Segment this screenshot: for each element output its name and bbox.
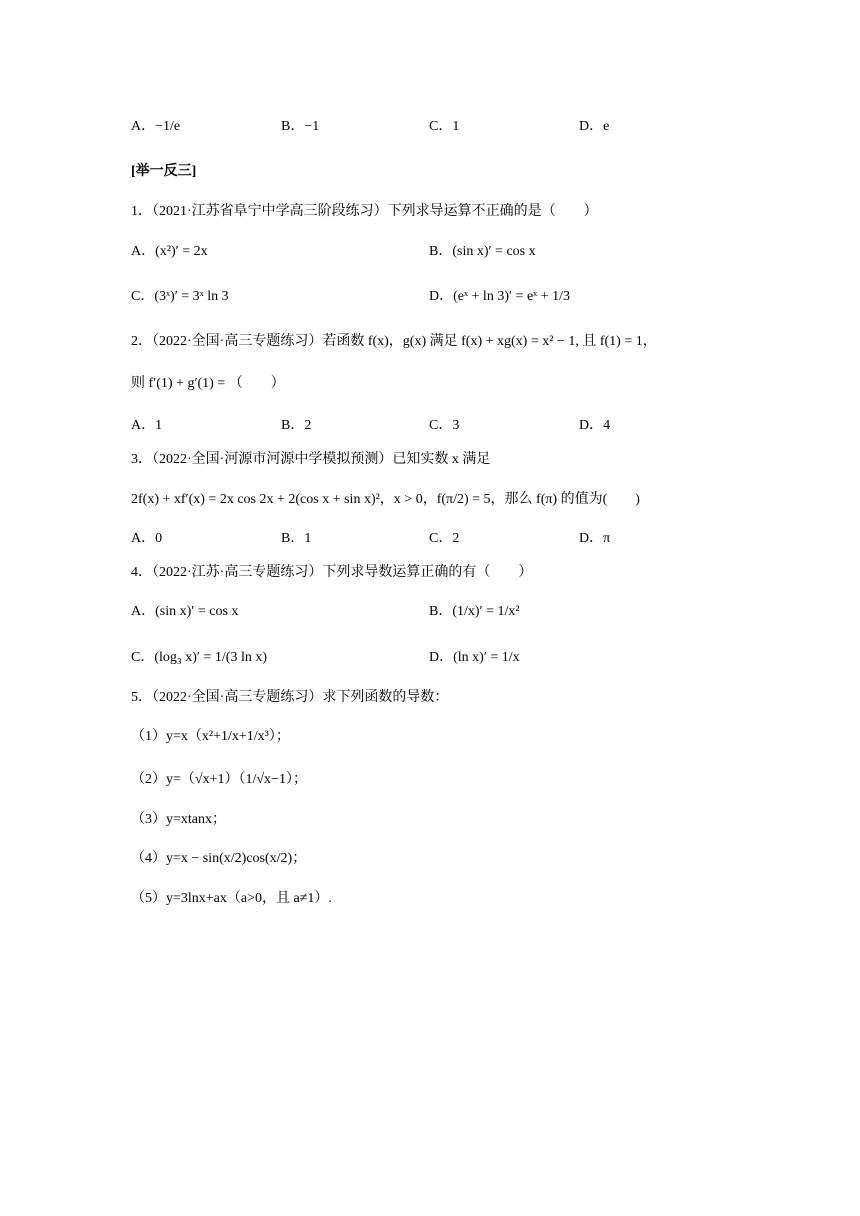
q2-option-b: B．2	[281, 418, 312, 433]
q2-stem-line-2: 则 f′(1) + g′(1) = （ ）	[131, 376, 285, 391]
q0-option-a: A．−1/e	[131, 119, 181, 134]
q3-option-a: A．0	[131, 531, 163, 546]
q1-options-row-2	[131, 282, 731, 312]
q4-option-b: B．(1/x)′ = 1/x²	[429, 604, 520, 619]
q1-option-b: B．(sin x)′ = cos x	[429, 244, 536, 259]
q5-item-1: （1）y=x（x²+1/x+1/x³）；	[131, 729, 290, 744]
q2-option-a: A．1	[131, 418, 163, 433]
q0-option-d: D．e	[579, 119, 610, 134]
section-heading: [举一反三]	[131, 164, 197, 179]
q3-stem-line-1: 3．（2022·全国·河源市河源中学模拟预测）已知实数 x 满足	[131, 452, 491, 467]
q2-stem-line-1: 2．（2022·全国·高三专题练习）若函数 f(x)，g(x) 满足 f(x) + xg(x) = x² − 1, 且 f(1) = 1，	[131, 334, 657, 349]
q2-options-row	[131, 411, 731, 441]
q1-option-a: A．(x²)′ = 2x	[131, 244, 208, 259]
q5-item-4: （4）y=x − sin(x/2)cos(x/2)；	[131, 851, 307, 866]
q2-option-c: C．3	[429, 418, 460, 433]
q5-item-5: （5）y=3lnx+ax（a>0，且 a≠1）.	[131, 891, 332, 906]
q3-option-c: C．2	[429, 531, 460, 546]
q5-item-3: （3）y=xtanx；	[131, 812, 226, 827]
q0-option-b: B．−1	[281, 119, 320, 134]
q3-option-b: B．1	[281, 531, 312, 546]
q4-option-d: D．(ln x)′ = 1/x	[429, 650, 520, 665]
q0-options-row	[131, 112, 731, 142]
q3-option-d: D．π	[579, 531, 611, 546]
q1-option-d: D．(eˣ + ln 3)′ = eˣ + 1/3	[429, 289, 570, 304]
q4-options-row-1	[131, 597, 731, 627]
q4-option-a: A．(sin x)′ = cos x	[131, 604, 239, 619]
q1-stem: 1．（2021·江苏省阜宁中学高三阶段练习）下列求导运算不正确的是（ ）	[131, 204, 598, 219]
q4-options-row-2	[131, 643, 731, 673]
q4-stem: 4．（2022·江苏·高三专题练习）下列求导数运算正确的有（ ）	[131, 565, 533, 580]
q0-option-c: C．1	[429, 119, 460, 134]
q2-option-d: D．4	[579, 418, 611, 433]
q3-options-row	[131, 524, 731, 554]
q1-option-c: C．(3ˣ)′ = 3ˣ ln 3	[131, 289, 229, 304]
q1-options-row-1	[131, 237, 731, 267]
q3-stem-line-2: 2f(x) + xf′(x) = 2x cos 2x + 2(cos x + sin x)²，x > 0，f(π/2) = 5，那么 f(π) 的值为( )	[131, 492, 640, 507]
q4-option-c: C．(log₃ x)′ = 1/(3 ln x)	[131, 650, 267, 665]
q5-item-2: （2）y=（√x+1）（1/√x−1）；	[131, 772, 307, 787]
q5-stem: 5．（2022·全国·高三专题练习）求下列函数的导数：	[131, 690, 449, 705]
